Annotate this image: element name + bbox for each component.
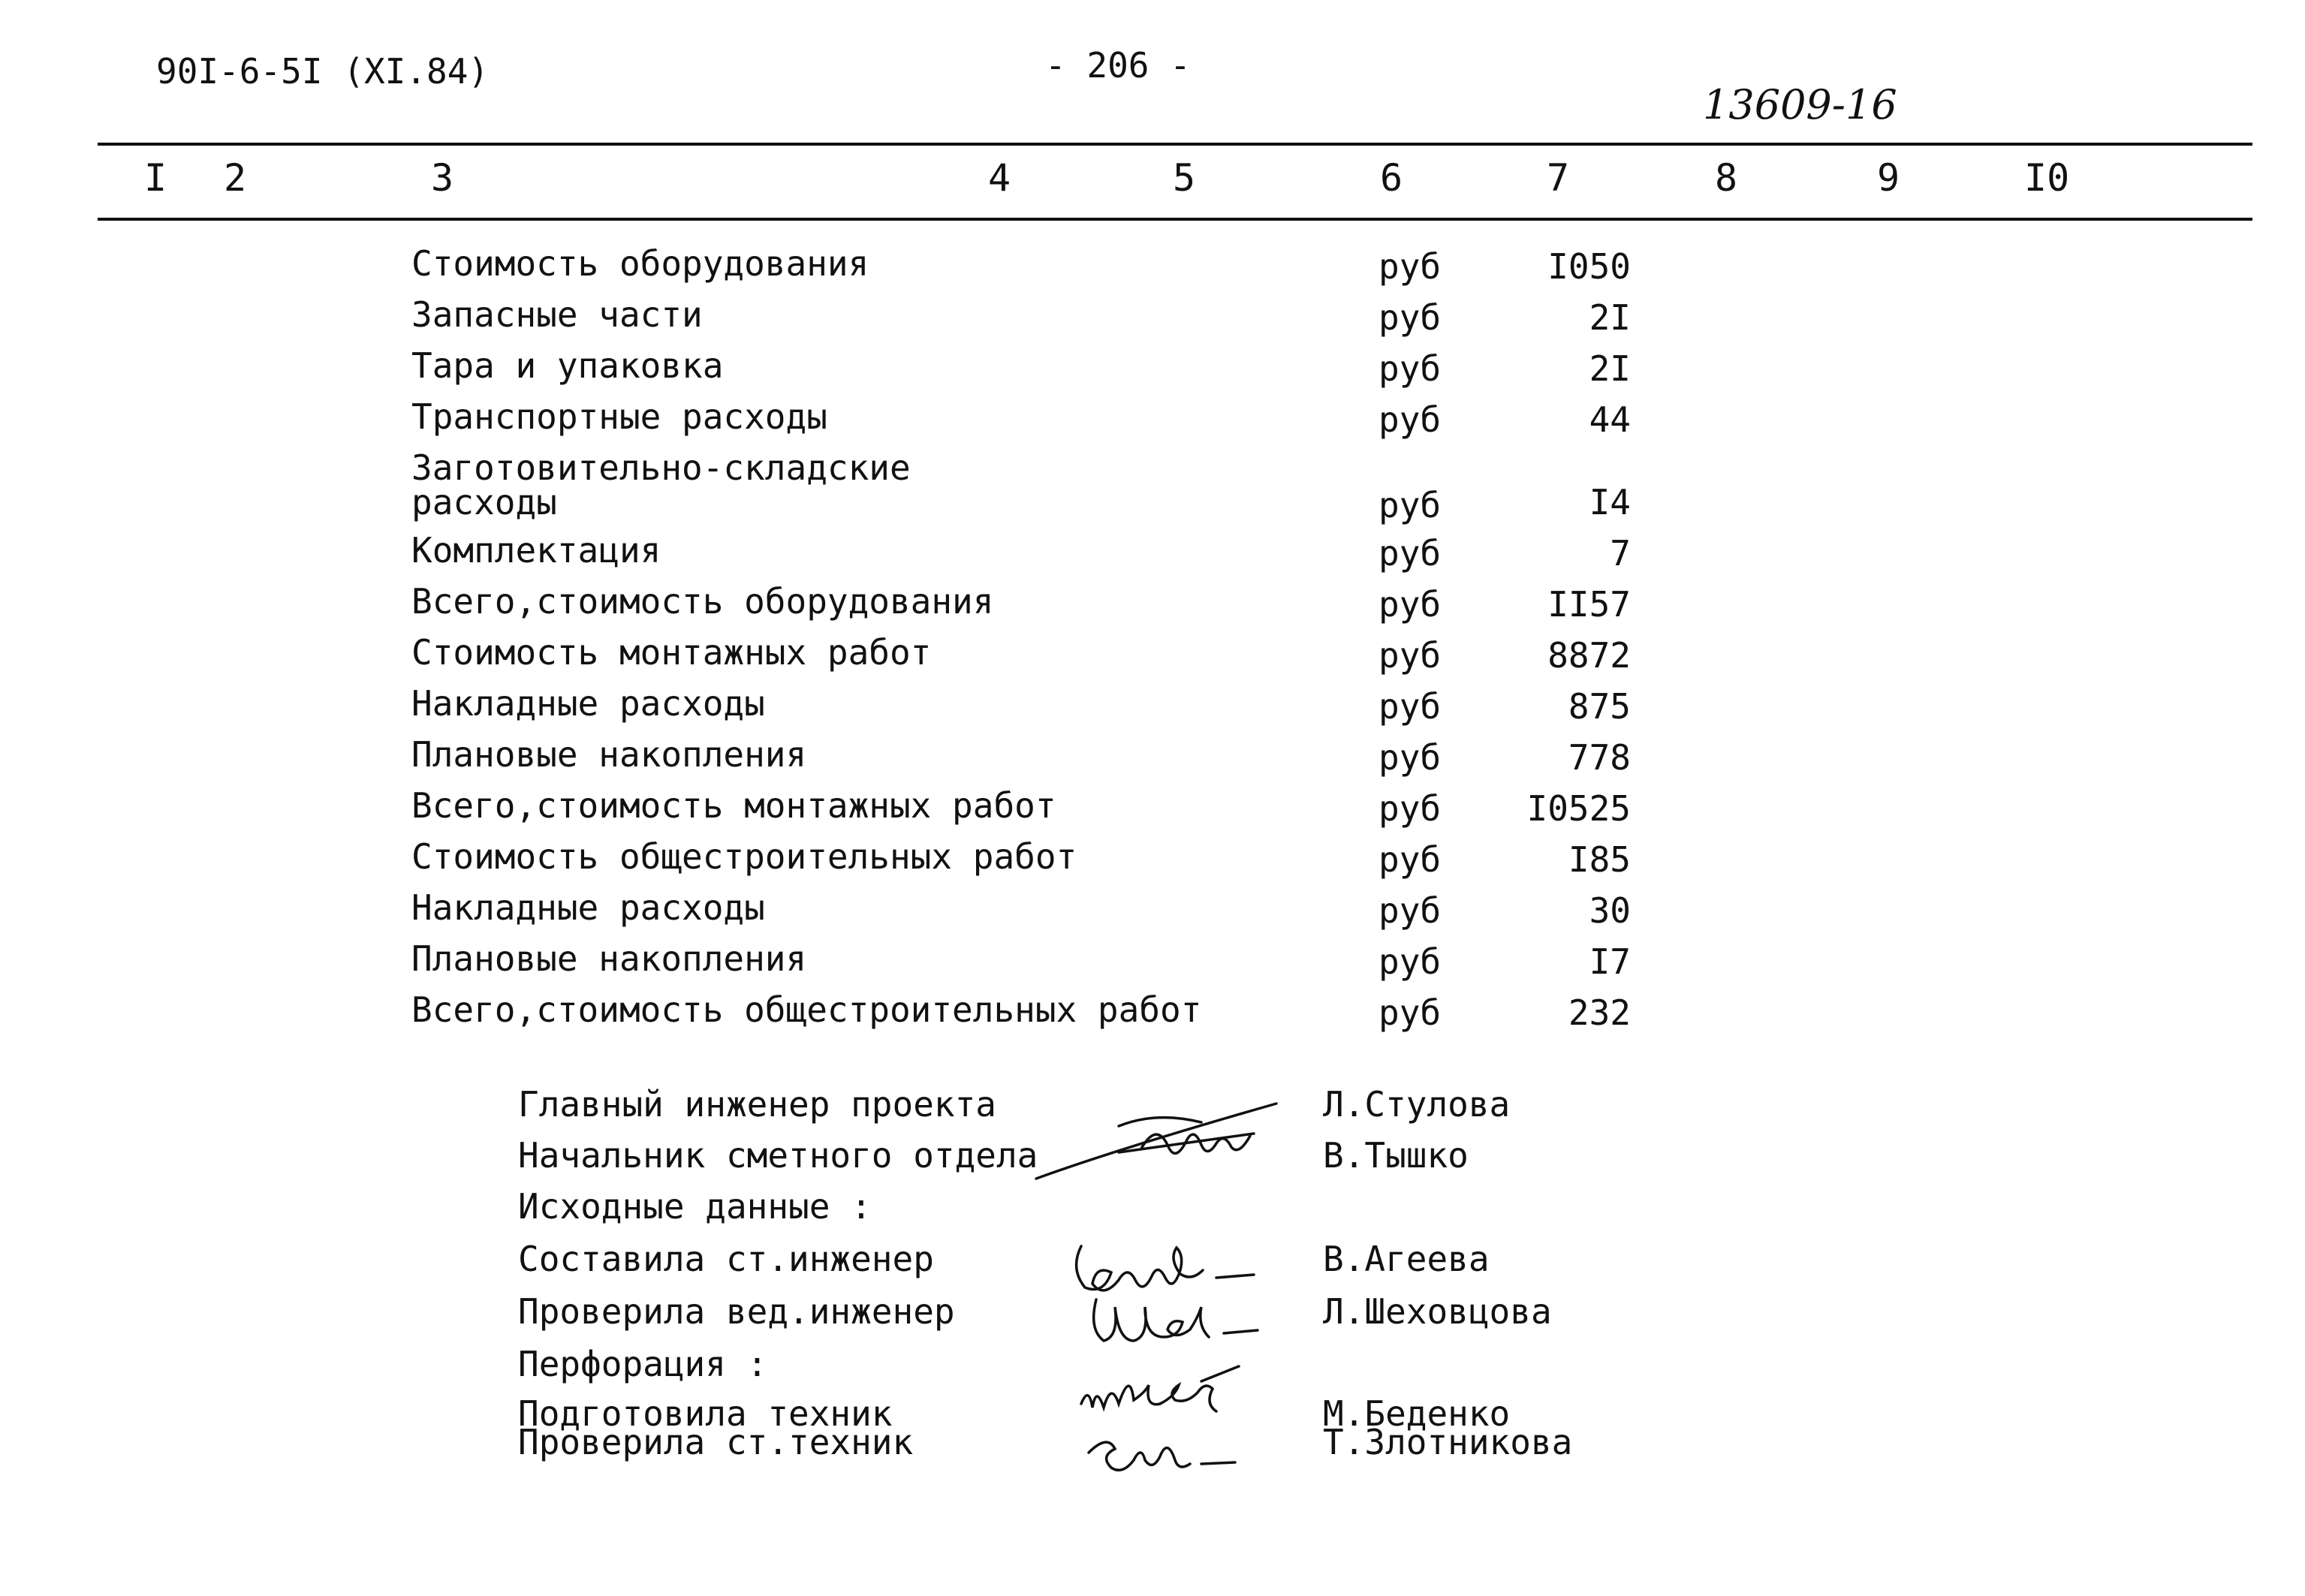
row-value: 778	[1568, 737, 1631, 778]
row-unit: руб	[1378, 737, 1442, 778]
section-label: Перфорация :	[518, 1344, 768, 1384]
row-value: 8872	[1547, 635, 1631, 676]
row-value: 30	[1589, 890, 1631, 931]
table-row	[0, 683, 2305, 737]
row-value: 2I	[1589, 348, 1631, 389]
row-value: 232	[1568, 992, 1631, 1033]
column-header: 6	[1380, 156, 1403, 200]
table-row	[0, 243, 2305, 297]
signatory-name: Л.Стулова	[1323, 1084, 1511, 1125]
row-label: Накладные расходы	[411, 887, 765, 928]
table-row	[0, 530, 2305, 584]
signature-scribble-shekhovtsova	[1081, 1281, 1261, 1356]
row-value: II57	[1547, 584, 1631, 625]
signatory-name: М.Беденко	[1323, 1393, 1511, 1434]
signatory-title: Начальник сметного отдела	[518, 1135, 1038, 1176]
row-unit: руб	[1378, 533, 1442, 574]
column-header: 8	[1715, 156, 1738, 200]
row-value: 7	[1610, 533, 1631, 574]
signature-scribble-bedenko	[1066, 1351, 1261, 1486]
row-value: I4	[1589, 482, 1631, 522]
row-unit: руб	[1378, 297, 1442, 338]
row-unit: руб	[1378, 584, 1442, 625]
row-value: I7	[1589, 941, 1631, 982]
row-value: 2I	[1589, 297, 1631, 338]
table-row	[0, 581, 2305, 635]
table-row	[0, 345, 2305, 399]
row-unit: руб	[1378, 992, 1442, 1033]
table-row	[0, 734, 2305, 788]
column-header: 3	[431, 156, 454, 200]
row-label: Всего,стоимость оборудования	[411, 581, 994, 622]
row-unit: руб	[1378, 635, 1442, 676]
table-row	[0, 632, 2305, 686]
signatory-title: Проверила вед.инженер	[518, 1291, 955, 1332]
row-label: Запасные части	[411, 294, 703, 335]
row-value: I0525	[1526, 788, 1631, 829]
signatory-name: В.Агеева	[1323, 1239, 1490, 1279]
row-value: 44	[1589, 399, 1631, 440]
row-label: Заготовительно-складские расходы	[411, 447, 911, 522]
row-unit: руб	[1378, 348, 1442, 389]
signatory-title: Подготовила техник	[518, 1393, 893, 1434]
row-unit: руб	[1378, 890, 1442, 931]
row-label: Всего,стоимость общестроительных работ	[411, 989, 1202, 1030]
row-unit: руб	[1378, 399, 1442, 440]
row-label: Тара и упаковка	[411, 345, 724, 386]
table-row	[0, 785, 2305, 839]
signatory-name: Л.Шеховцова	[1323, 1291, 1552, 1332]
row-label: Плановые накопления	[411, 734, 807, 775]
row-value: 875	[1568, 686, 1631, 727]
table-row	[0, 396, 2305, 450]
row-label: Транспортные расходы	[411, 396, 827, 437]
row-label: Всего,стоимость монтажных работ	[411, 785, 1056, 826]
row-label: Плановые накопления	[411, 938, 807, 979]
row-value: I85	[1568, 839, 1631, 880]
row-unit: руб	[1378, 485, 1442, 525]
column-header: 4	[988, 156, 1011, 200]
column-header: 7	[1547, 156, 1570, 200]
table-header-rule	[98, 218, 2252, 221]
page-number: - 206 -	[1045, 45, 1191, 86]
table-row	[0, 887, 2305, 941]
row-unit: руб	[1378, 788, 1442, 829]
row-unit: руб	[1378, 839, 1442, 880]
inventory-number: 13609-16	[1703, 81, 1897, 128]
section-label: Исходные данные :	[518, 1186, 872, 1227]
row-unit: руб	[1378, 686, 1442, 727]
column-header: 2	[224, 156, 247, 200]
signatory-title: Составила ст.инженер	[518, 1239, 934, 1279]
signature-scribble-chief-engineer	[1029, 1081, 1284, 1194]
document-code: 90I-6-5I (XI.84)	[156, 51, 490, 92]
table-row	[0, 938, 2305, 992]
row-label: Стоимость монтажных работ	[411, 632, 932, 673]
table-row	[0, 447, 2305, 533]
table-top-rule	[98, 143, 2252, 146]
column-header: I	[144, 156, 167, 200]
row-label: Комплектация	[411, 530, 661, 571]
signatory-name: Т.Злотникова	[1323, 1422, 1573, 1462]
row-value: I050	[1547, 246, 1631, 287]
column-header: 5	[1173, 156, 1196, 200]
column-header: I0	[2024, 156, 2070, 200]
signatory-title: Проверила ст.техник	[518, 1422, 914, 1462]
row-label: Стоимость общестроительных работ	[411, 836, 1077, 877]
column-header: 9	[1877, 156, 1900, 200]
table-row	[0, 989, 2305, 1043]
row-unit: руб	[1378, 246, 1442, 287]
table-row	[0, 294, 2305, 348]
table-row	[0, 836, 2305, 890]
signatory-title: Главный инженер проекта	[518, 1084, 996, 1125]
signatory-name: В.Тышко	[1323, 1135, 1469, 1176]
row-label: Стоимость оборудования	[411, 243, 869, 284]
row-label: Накладные расходы	[411, 683, 765, 724]
row-unit: руб	[1378, 941, 1442, 982]
